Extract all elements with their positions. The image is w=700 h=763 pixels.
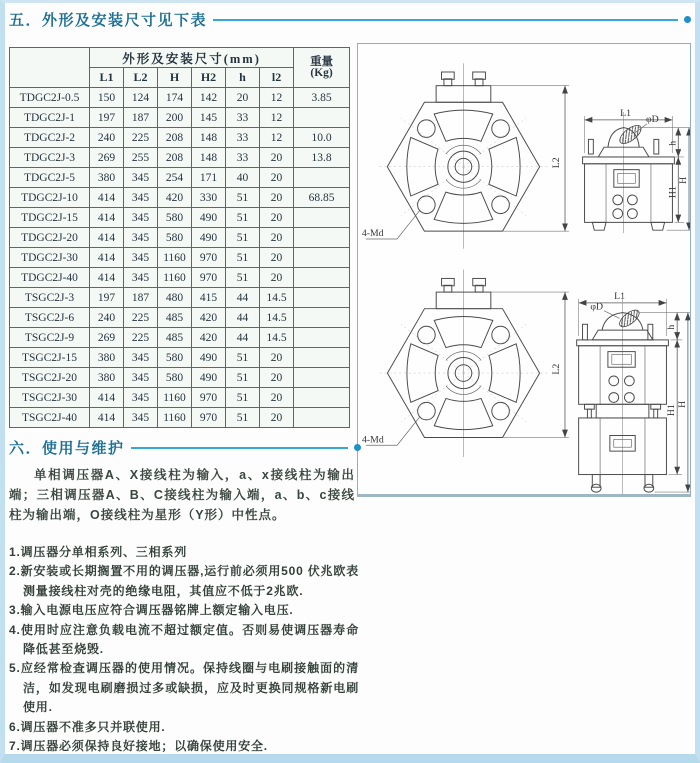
dim-cell: 51 [226,268,260,288]
dim-cell: 414 [90,228,124,248]
dim-cell: 970 [192,268,226,288]
dim-label-phid: φD [646,113,659,125]
corner-cell [10,48,90,88]
table-row [10,168,350,188]
side-view [583,108,690,233]
usage-note-item: 4.使用时应注意负载电流不超过额定值。否则易使调压器寿命降低甚至烧毁. [9,622,359,657]
dim-cell: 345 [124,348,158,368]
dim-cell: 33 [226,108,260,128]
table-row [10,308,350,328]
table-row [10,388,350,408]
weight-cell [294,268,350,288]
dim-cell: 580 [158,348,192,368]
dim-cell: 14.5 [260,328,294,348]
model-cell: TDGC2J-1 [10,108,90,128]
dim-cell: 51 [226,408,260,428]
dim-cell: 51 [226,368,260,388]
dim-column-header: L1 [90,68,124,88]
model-cell: TDGC2J-0.5 [10,88,90,108]
dim-cell: 1160 [158,248,192,268]
model-cell: TDGC2J-3 [10,148,90,168]
section5-title: 五．外形及安装尺寸见下表 [9,12,208,29]
dim-cell: 51 [226,188,260,208]
dim-cell: 44 [226,328,260,348]
usage-note-item: 3.输入电源电压应符合调压器铭牌上额定输入电压. [9,603,294,618]
table-row [10,288,350,308]
weight-cell [294,388,350,408]
dim-label-l2: L2 [551,363,563,375]
dim-cell: 490 [192,208,226,228]
dim-cell: 197 [90,108,124,128]
dim-cell: 380 [90,368,124,388]
weight-cell [294,168,350,188]
dim-cell: 380 [90,168,124,188]
dim-cell: 148 [192,128,226,148]
dim-cell: 225 [124,128,158,148]
dim-cell: 345 [124,388,158,408]
dim-cell: 171 [192,168,226,188]
dim-cell: 380 [90,348,124,368]
dim-cell: 51 [226,228,260,248]
dim-cell: 20 [260,188,294,208]
dim-label-H: H [678,176,690,184]
dim-cell: 51 [226,348,260,368]
table-row [10,108,350,128]
table-row [10,188,350,208]
dim-column-header: H [158,68,192,88]
section5-heading [9,9,691,30]
dim-cell: 20 [226,88,260,108]
dim-cell: 1160 [158,268,192,288]
dim-cell: 225 [124,328,158,348]
weight-cell: 10.0 [294,128,350,148]
weight-cell: 13.8 [294,148,350,168]
table-row [10,368,350,388]
section5-rule-line [213,19,678,21]
usage-notes-list [9,543,359,756]
table-row [10,208,350,228]
usage-note-item: 2.新安装或长期搁置不用的调压器,运行前必须用500 伏兆欧表测量接线柱对壳的绝缘电阻，其值应不低于2兆欧. [9,564,359,598]
dim-cell: 970 [192,248,226,268]
dim-column-header: h [226,68,260,88]
dim-label-l1: L1 [614,290,626,302]
dim-label-l2: L2 [551,157,563,169]
dim-cell: 490 [192,348,226,368]
dim-cell: 345 [124,168,158,188]
table-row [10,348,350,368]
dim-column-header: H2 [192,68,226,88]
dim-cell: 20 [260,248,294,268]
dim-cell: 480 [158,288,192,308]
dim-cell: 12 [260,88,294,108]
table-row [10,268,350,288]
dim-label-h1: H1 [667,186,679,199]
dim-cell: 51 [226,208,260,228]
model-cell: TSGC2J-9 [10,328,90,348]
dim-cell: 414 [90,208,124,228]
section6-rule-line [131,447,348,449]
dim-cell: 330 [192,188,226,208]
weight-cell [294,408,350,428]
dim-cell: 187 [124,108,158,128]
dim-cell: 40 [226,168,260,188]
weight-header-line2: (Kg) [310,66,333,79]
model-cell: TSGC2J-6 [10,308,90,328]
dim-cell: 33 [226,128,260,148]
dim-cell: 420 [192,328,226,348]
model-cell: TDGC2J-2 [10,128,90,148]
dim-column-header: L2 [124,68,158,88]
dim-label-h: h [666,324,678,330]
weight-cell: 3.85 [294,88,350,108]
dim-cell: 485 [158,328,192,348]
model-cell: TDGC2J-20 [10,228,90,248]
dim-cell: 970 [192,388,226,408]
table-row [10,228,350,248]
model-cell: TDGC2J-10 [10,188,90,208]
model-cell: TDGC2J-5 [10,168,90,188]
usage-note-item: 6.调压器不准多只并联使用. [9,719,166,734]
table-row [10,328,350,348]
dim-label-h: h [667,140,679,146]
dim-cell: 485 [158,308,192,328]
model-cell: TSGC2J-40 [10,408,90,428]
dim-cell: 254 [158,168,192,188]
dim-cell: 414 [90,188,124,208]
weight-cell [294,248,350,268]
dim-cell: 20 [260,388,294,408]
usage-note-item: 7.调压器必须保持良好接地；以确保使用安全. [9,739,268,754]
dim-cell: 225 [124,308,158,328]
weight-cell [294,208,350,228]
dim-column-header: l2 [260,68,294,88]
dim-cell: 580 [158,368,192,388]
tdgc2j-outline-diagram [358,56,690,254]
dim-cell: 345 [124,228,158,248]
dim-cell: 20 [260,268,294,288]
dim-cell: 44 [226,308,260,328]
dim-cell: 20 [260,408,294,428]
dim-cell: 490 [192,368,226,388]
model-cell: TSGC2J-20 [10,368,90,388]
model-cell: TSGC2J-3 [10,288,90,308]
dim-cell: 20 [260,168,294,188]
dim-cell: 20 [260,228,294,248]
dim-cell: 415 [192,288,226,308]
dim-label-H: H [676,400,688,408]
dim-cell: 142 [192,88,226,108]
dim-cell: 145 [192,108,226,128]
dim-cell: 345 [124,368,158,388]
weight-cell: 68.85 [294,188,350,208]
dim-cell: 12 [260,108,294,128]
dim-cell: 33 [226,148,260,168]
model-cell: TDGC2J-30 [10,248,90,268]
dim-cell: 580 [158,208,192,228]
dim-cell: 51 [226,248,260,268]
dim-label-phid: φD [590,301,604,313]
dim-cell: 20 [260,208,294,228]
dimensions-table [9,47,350,428]
dim-cell: 1160 [158,408,192,428]
dim-cell: 240 [90,308,124,328]
front-view [362,63,569,249]
dim-cell: 414 [90,248,124,268]
dim-cell: 14.5 [260,288,294,308]
dim-cell: 208 [158,148,192,168]
dim-cell: 414 [90,268,124,288]
dim-label-l1: L1 [620,107,631,119]
usage-note-item: 1.调压器分单相系列、三相系列 [9,545,188,559]
front-view [362,270,569,457]
table-row [10,88,350,108]
dim-cell: 970 [192,408,226,428]
dim-cell: 12 [260,128,294,148]
dim-cell: 187 [124,288,158,308]
table-row [10,248,350,268]
dims-group-header: 外形及安装尺寸(mm) [90,48,294,68]
dim-cell: 345 [124,248,158,268]
dim-cell: 44 [226,288,260,308]
dim-cell: 269 [90,328,124,348]
dim-cell: 255 [124,148,158,168]
weight-cell [294,108,350,128]
model-cell: TSGC2J-30 [10,388,90,408]
dim-cell: 414 [90,408,124,428]
weight-cell [294,228,350,248]
weight-cell [294,308,350,328]
usage-note-item: 5.应经常检查调压器的使用情况。保持线圈与电刷接触面的清洁，如发现电刷磨损过多或缺损，应及时更换同规格新电刷使用. [9,661,359,715]
model-cell: TDGC2J-15 [10,208,90,228]
weight-header-line1: 重量 [310,55,334,68]
model-cell: TDGC2J-40 [10,268,90,288]
dim-cell: 174 [158,88,192,108]
weight-cell [294,348,350,368]
dim-cell: 150 [90,88,124,108]
dim-cell: 124 [124,88,158,108]
dim-cell: 148 [192,148,226,168]
weight-cell [294,288,350,308]
diagram-box [357,43,691,497]
dim-cell: 580 [158,228,192,248]
section6-title: 六．使用与维护 [9,440,125,457]
table-row [10,148,350,168]
usage-intro-paragraph: 单相调压器A、X接线柱为输入，a、x接线柱为输出端；三相调压器A、B、C接线柱为输入端，a、b、c接线柱为输出端，O接线柱为星形（Y形）中性点。 [9,468,355,522]
dim-label-h1: H1 [666,404,678,417]
dim-cell: 490 [192,228,226,248]
dim-cell: 345 [124,408,158,428]
dim-cell: 20 [260,368,294,388]
mounting-holes-label: 4-Md [361,228,384,240]
dim-cell: 208 [158,128,192,148]
table-row [10,408,350,428]
dim-cell: 197 [90,288,124,308]
section6-heading [9,437,361,458]
weight-cell [294,368,350,388]
table-row [10,128,350,148]
dim-cell: 51 [226,388,260,408]
section6-end-dot [354,444,361,451]
dim-cell: 240 [90,128,124,148]
section5-end-dot [684,16,691,23]
dim-cell: 420 [158,188,192,208]
dim-cell: 269 [90,148,124,168]
dim-cell: 20 [260,348,294,368]
dim-cell: 345 [124,188,158,208]
dim-cell: 14.5 [260,308,294,328]
weight-cell [294,328,350,348]
dim-cell: 1160 [158,388,192,408]
mounting-holes-label: 4-Md [362,434,384,446]
dim-cell: 420 [192,308,226,328]
side-view-stacked [577,291,690,494]
dim-cell: 414 [90,388,124,408]
dim-cell: 345 [124,268,158,288]
tsgc2j-outline-diagram [358,256,690,496]
dim-cell: 200 [158,108,192,128]
dim-cell: 345 [124,208,158,228]
weight-header [294,48,350,88]
dim-cell: 20 [260,148,294,168]
model-cell: TSGC2J-15 [10,348,90,368]
table-header-row-1 [10,48,350,68]
